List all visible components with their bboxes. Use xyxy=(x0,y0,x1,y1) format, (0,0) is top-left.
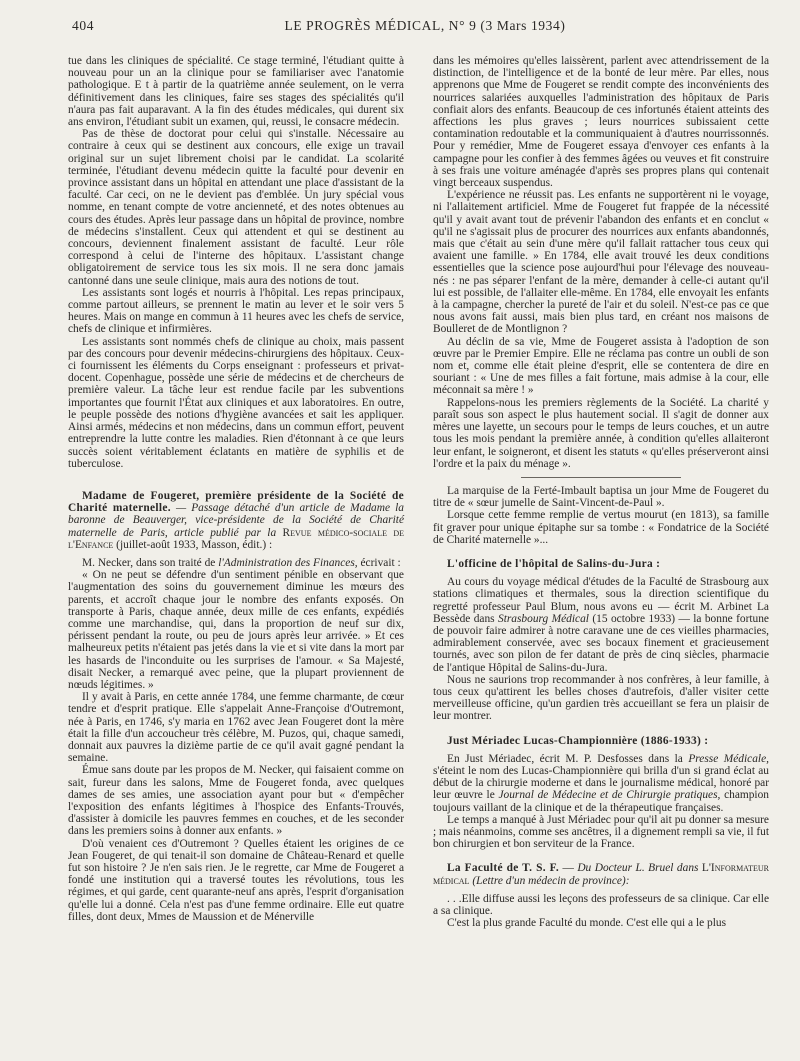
paragraph: dans les mémoires qu'elles laissèrent, parlent avec attendrissement de la distinction, de l'intelligence et de la bonté de leur mère. Par elles, nous apprenons que Mme de Fougeret se rendit compte des inconvénients des nourrices salariées auxquelles l'administration des hôpitaux de Paris confiait alors des enfants. Beaucoup de ces infortunés étaient atteints des affections les plus graves ; leurs nourrices subissaient cette contamination redoutable et la communiquaient à d'autres nourrissonnés. Pour y remédier, Mme de Fougeret essaya d'envoyer ces enfants à la campagne pour les confier à des femmes âgées ou veuves et fit construire à ses frais une voiture aménagée d'après ses propres plans qui contenait vingt berceaux suspendus. xyxy=(433,55,769,190)
divider xyxy=(521,477,681,478)
paragraph: M. Necker, dans son traité de l'Administration des Finances, écrivait : xyxy=(82,556,401,569)
left-column xyxy=(68,55,404,923)
paragraph: Il y avait à Paris, en cette année 1784, une femme charmante, de cœur tendre et d'esprit pratique. Elle s'appelait Anne-Françoise d'Outremont, née à Paris, en 1746, s'y maria en 1762 avec Jean Fougeret dont la mère était la fille d'un accoucheur très célèbre, M. Puzos, qui, chaque samedi, donnait aux pauvres la dizième partie de ce qu'il avait gagné pendant la semaine. xyxy=(68,691,404,765)
source-journal: L'Informateur médical xyxy=(433,862,769,887)
paragraph: « On ne peut se défendre d'un sentiment pénible en observant que l'augmentation des soins du gouvernement diminue les mœurs des parents, et accroît chaque jour le nombre des enfants exposés. On transporte à Paris, chaque année, deux mille de ces enfants, expédiés comme une marchandise, qui, dans la proportion de neuf sur dix, périssent pendant la route, ou peu de jours après leur arrivée. » Et ces malheureux petits n'étaient pas jetés dans la vie et si vite dans la mort par les hasards de l'inconduite ou les surprises de l'amour. « Sa Majesté, disait Necker, a remarqué avec peine, que la plupart proviennent de nœuds légitimes. » xyxy=(68,569,404,691)
section-heading-championniere xyxy=(433,735,769,747)
right-column xyxy=(433,55,769,929)
paragraph: L'expérience ne réussit pas. Les enfants ne supportèrent ni le voyage, ni l'allaitement artificiel. Mme de Fougeret fut frappée de la nécessité qu'il y avait avant tout de prévenir l'abandon des enfants et en conclut « qu'il ne s'agissait plus de procurer des nourrices aux enfants abandonnés, mais que c'était au sein d'une mère qu'il fallait rattacher tous ceux qui avaient une famille. » En 1784, elle avait trouvé les deux conditions essentielles que la science pose aujourd'hui pour l'élevage des nouveau-nés : ne pas séparer l'enfant de la mère, demander à celle-ci autant qu'il lui est possible, de l'allaiter elle-même. En 1784, elle envoyait les enfants à la campagne, chercher la pureté de l'air et du soleil. N'est-ce pas ce que nous avons fait aussi, mais bien plus tard, en créant nos maisons de Boulleret de de Montlignon ? xyxy=(433,189,769,336)
paragraph: Nous ne saurions trop recommander à nos confrères, à leur famille, à tous ceux qu'attirent les belles choses d'autrefois, d'aller visiter cette merveilleuse officine, qu'un gardien très accueillant se fera un plaisir de leur montrer. xyxy=(433,673,769,723)
paragraph: Rappelons-nous les premiers règlements de la Société. La charité y paraît sous son aspect le plus hautement social. Il s'agit de donner aux mères une layette, un secours pour le temps de leurs couches, et un autre tous les mois pendant la première année, à condition qu'elles allaiteront leur enfant, le soigneront, et disent les statuts « qu'elles préserveront ainsi l'ordre et la paix du ménage ». xyxy=(433,396,769,470)
running-header xyxy=(72,18,778,38)
paragraph: D'où venaient ces d'Outremont ? Quelles étaient les origines de ce Jean Fougeret, de qui tenait-il son domaine de Château-Renard et quelle fut son histoire ? Je n'en sais rien. Je le regrette, car Mme de Fougeret a fondé une institution qui a traversé toutes les révolutions, tous les régimes, et qui garde, cent quarante-neuf ans après, l'esprit d'organisation qu'elle lui a donné. Cela n'est pas d'une femme ordinaire. Elle eut quatre filles, dont deux, Mmes de Maussion et de Ménerville xyxy=(68,837,404,923)
source-journal: Revue médico-sociale de l'Enfance xyxy=(68,526,404,551)
paragraph: . . .Elle diffuse aussi les leçons des professeurs de sa clinique. Car elle a sa clinique. xyxy=(433,892,769,917)
section-title: Madame de Fougeret, première présidente de la Société de Charité maternelle. xyxy=(68,489,404,515)
section-subtitle: — Passage détaché d'un article de Madame la baronne de Beauverger, vice-présidente de la Société de Charité maternelle de Paris, article publié par la xyxy=(68,502,404,539)
paragraph: Les assistants sont logés et nourris à l'hôpital. Les repas principaux, comme partout ailleurs, se prennent le matin au lever et le soir vers 5 heures. Mais on mange en commun à 11 heures avec les chefs de service, chefs de clinique et infirmières. xyxy=(68,286,404,336)
paragraph: Au déclin de sa vie, Mme de Fougeret assista à l'adoption de son œuvre par le Premier Empire. Elle ne réclama pas contre un oubli de son nom et, comme elle était pleine d'esprit, elle se contentera de dire en souriant : « Une de mes filles a fait fortune, mais admise à la cour, elle méconnait sa mère ! » xyxy=(433,335,769,397)
section-title: La Faculté de T. S. F. xyxy=(447,862,559,875)
section-heading-tsf: La Faculté de T. S. F. — Du Docteur L. Bruel dans L'Informateur médical (Lettre d'un médecin de province): xyxy=(433,862,769,887)
paragraph: La marquise de la Ferté-Imbault baptisa un jour Mme de Fougeret du titre de « sœur jumelle de Saint-Vincent-de-Paul ». xyxy=(433,484,769,510)
paragraph: En Just Mériadec, écrit M. P. Desfosses dans la Presse Médicale, s'éteint le nom des Lucas-Championnière qui brilla d'un si grand éclat au début de la chirurgie moderne et dans le journalisme médical, honoré par leur œuvre le Journal de Médecine et de Chirurgie pratiques, champion toujours vaillant de la clinique et de la thérapeutique françaises. xyxy=(433,752,769,814)
paragraph: Les assistants sont nommés chefs de clinique au choix, mais passent par des concours pour devenir médecins-chirurgiens des hôpitaux. Ceux-ci fournissent les éléments du Corps enseignant : professeurs et privat-docent. Copenhague, possède une série de médecins et de chercheurs de première valeur. La tâche leur est rendue facile par les subventions importantes que fournit l'État aux cliniques et aux laboratoires. En outre, le peuple possède des notions d'hygiène avancées et sait les appliquer. Ainsi armés, médecins et non médecins, dans un commun effort, peuvent entreprendre la lutte contre les maladies. Rien d'étonnant à ce que leurs succès soient véritablement éclatants en matière de syphilis et de tuberculose. xyxy=(68,335,404,470)
paragraph: Le temps a manqué à Just Mériadec pour qu'il ait pu donner sa mesure ; mais néanmoins, comme ses ancêtres, il a dignement rempli sa vie, il fut bon chirurgien et bon serviteur de la France. xyxy=(433,813,769,851)
paragraph: Pas de thèse de doctorat pour celui qui s'installe. Nécessaire au contraire à ceux qui se destinent aux concours, elle exige un travail original sur un sujet librement choisi par le candidat. La scolarité terminée, l'étudiant devenu médecin quitte la faculté pour devenir en province assistant dans un hôpital en attendant une place d'assistant de la faculté. Car ceci, on ne le devient pas d'emblée. Un jury spécial vous nomme, en tenant compte de votre ancienneté, et des notes obtenues au cours des études. Après leur passage dans un hôpital de province, nombre de médecins s'installent. Ceux qui attendent et qui se destinent au concours, deviennent finalement assistant de faculté. Leur rôle correspond à celui de l'interne des hôpitaux. L'assistant change obligatoirement de service tous les six mois. Il ne sera donc jamais cantonné dans une seule clinique, mais aura des notions de tout. xyxy=(68,128,404,287)
paragraph: C'est la plus grande Faculté du monde. C'est elle qui a le plus xyxy=(447,917,727,930)
paragraph: Au cours du voyage médical d'études de la Faculté de Strasbourg aux stations climatiques et thermales, sous la direction scientifique du regretté professeur Paul Blum, nous avons eu — écrit M. Arbinet La Bessède dans Strasbourg Médical (15 octobre 1933) — la bonne fortune de pouvoir faire admirer à notre caravane une de ces vieilles pharmacies, admirablement conservée, avec ses bocaux finement et gracieusement tournés, avec son pilon de fer datant de près de cinq siècles, pharmacie de l'antique Hôpital de Salins-du-Jura. xyxy=(433,576,769,674)
page-number: 404 xyxy=(72,18,95,33)
source-detail: (juillet-août 1933, Masson, édit.) : xyxy=(116,538,273,551)
paragraph: tue dans les cliniques de spécialité. Ce stage terminé, l'étudiant quitte à nouveau pour un an la clinique pour se familiariser avec l'anatomie pathologique. E t à partir de la quatrième année seulement, on le verra définitivement dans les cliniques, faire ses stages des spécialités qu'il n'aura pas fait auparavant. A la fin des études médicales, qui durent six ans environ, l'étudiant subit un examen, qui, reussi, le consacre médecin. xyxy=(68,55,404,129)
section-heading-salins xyxy=(433,558,769,570)
running-title: LE PROGRÈS MÉDICAL, N° 9 (3 Mars 1934) xyxy=(284,18,566,33)
section-subtitle: Du Docteur L. Bruel dans xyxy=(577,862,699,875)
section-title: L'officine de l'hôpital de Salins-du-Jura : xyxy=(447,557,661,570)
paragraph: Émue sans doute par les propos de M. Necker, qui faisaient comme on sait, fureur dans les salons, Mme de Fougeret fonda, avec quelques dames de ses amies, une association ayant pour but « d'empêcher l'exposition des enfants légitimes à l'hospice des Enfants-Trouvés, d'assister à domicile les pauvres femmes en couches, et de les seconder dans les premiers soins à donner aux enfants. » xyxy=(68,764,404,838)
section-heading-fougeret xyxy=(68,490,404,551)
section-title: Just Mériadec Lucas-Championnière (1886-1933) : xyxy=(447,734,709,747)
paragraph: Lorsque cette femme remplie de vertus mourut (en 1813), sa famille fit graver pour unique épitaphe sur sa tombe : « Fondatrice de la Société de Charité maternelle »... xyxy=(433,509,769,546)
